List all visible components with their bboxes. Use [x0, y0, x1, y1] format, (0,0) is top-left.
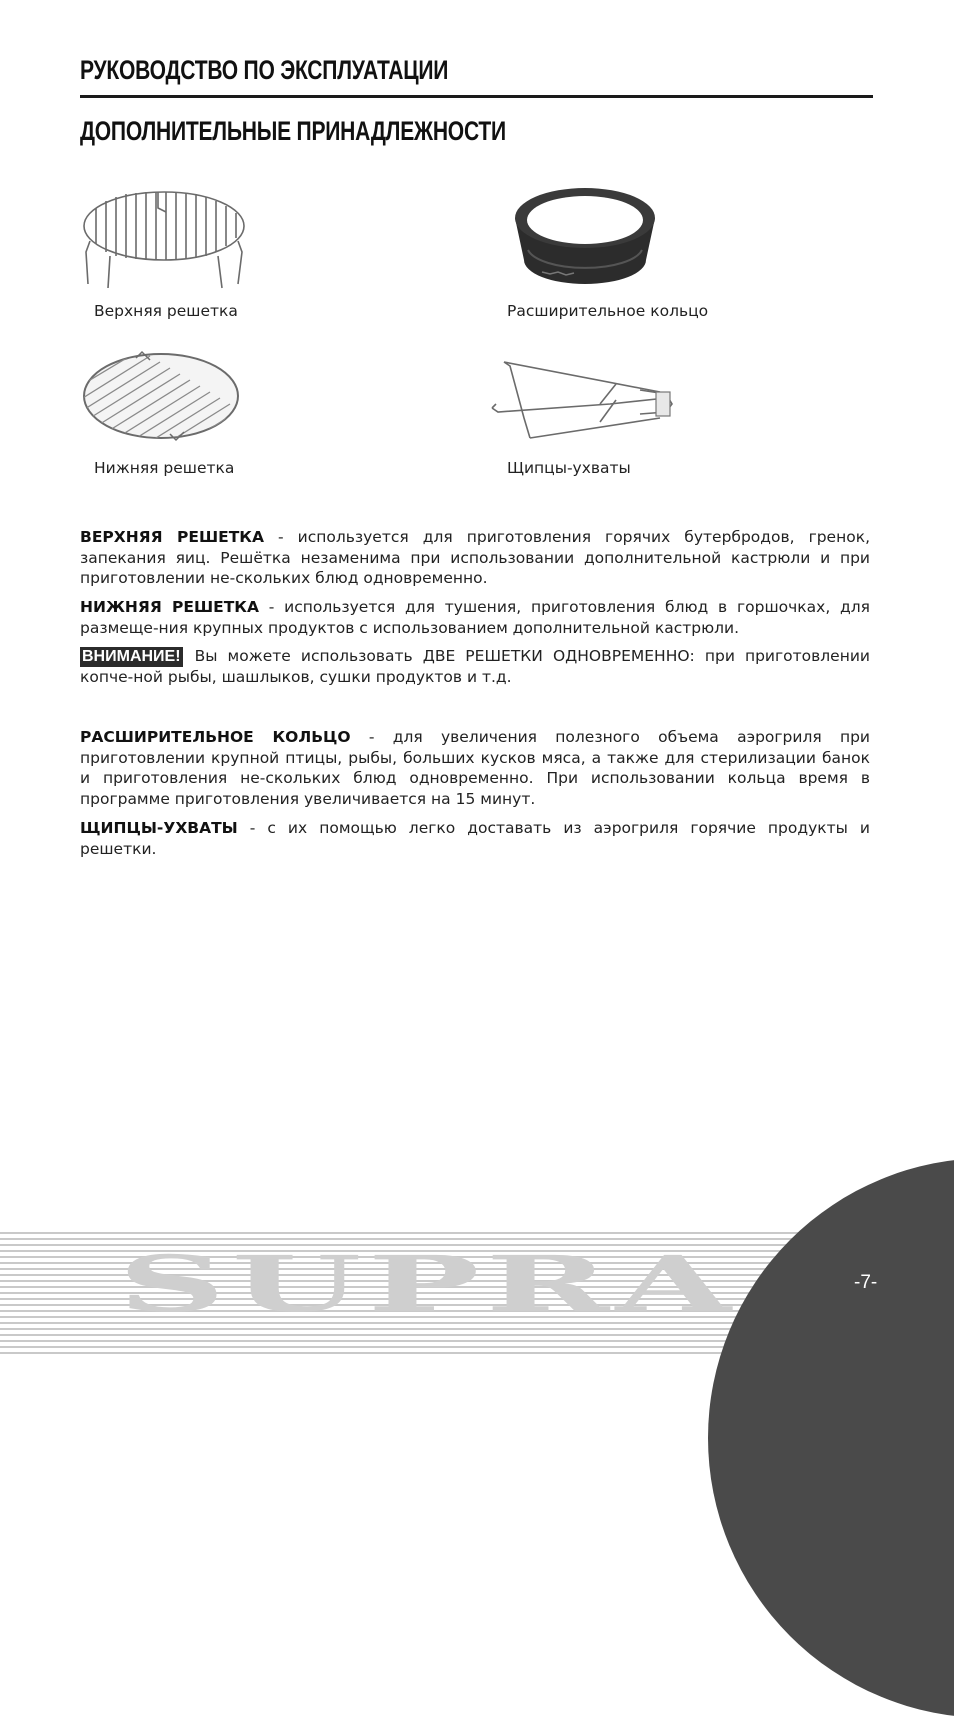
warning-text: Вы можете использовать ДВЕ РЕШЕТКИ ОДНОВРЕМЕННО: при приготовлении копче-ной рыбы, шашлыков, сушки продуктов и т.д. [80, 647, 871, 686]
lower-rack-term: НИЖНЯЯ РЕШЕТКА [80, 598, 259, 616]
tongs-image [490, 360, 682, 452]
tongs-term: ЩИПЦЫ-УХВАТЫ [80, 819, 238, 837]
brand-logo: SUPRA [118, 1238, 738, 1330]
extension-ring-term: РАСШИРИТЕЛЬНОЕ КОЛЬЦО [80, 728, 351, 746]
warning-paragraph [80, 646, 870, 688]
section-title: ДОПОЛНИТЕЛЬНЫЕ ПРИНАДЛЕЖНОСТИ [80, 116, 506, 146]
upper-rack-description [80, 527, 870, 589]
header-rule [80, 95, 873, 98]
extension-ring-image [510, 180, 660, 292]
lower-rack-description [80, 597, 870, 638]
lower-rack-text: - используется для тушения, приготовления блюд в горшочках, для размеще-ния крупных продуктов с использованием дополнительной кастрюли. [80, 598, 870, 637]
lower-rack-caption: Нижняя решетка [94, 459, 235, 477]
extension-ring-description [80, 727, 870, 809]
page-header-title: РУКОВОДСТВО ПО ЭКСПЛУАТАЦИИ [80, 55, 449, 85]
upper-rack-caption: Верхняя решетка [94, 302, 238, 320]
upper-rack-text: - используется для приготовления горячих бутербродов, гренок, запекания яиц. Решётка незаменима при использовании дополнительной кастрюли и при приготовлении не-скольких блюд одновременно. [80, 528, 870, 587]
tongs-description [80, 818, 870, 859]
upper-rack-image [80, 186, 250, 290]
warning-badge: ВНИМАНИЕ! [82, 648, 181, 665]
lower-rack-image [80, 350, 242, 442]
upper-rack-term: ВЕРХНЯЯ РЕШЕТКА [80, 528, 264, 546]
tongs-text: - с их помощью легко доставать из аэрогриля горячие продукты и решетки. [80, 819, 870, 858]
tongs-caption: Щипцы-ухваты [507, 459, 631, 477]
extension-ring-text: - для увеличения полезного объема аэрогриля при приготовлении крупной птицы, рыбы, больших кусков мяса, а также для стерилизации банок и приготовления не-скольких блюд одновременно. При использовании кольца время в программе приготовления увеличивается на 15 минут. [80, 728, 870, 808]
page-number: -7- [854, 1272, 878, 1293]
extension-ring-caption: Расширительное кольцо [507, 302, 709, 320]
